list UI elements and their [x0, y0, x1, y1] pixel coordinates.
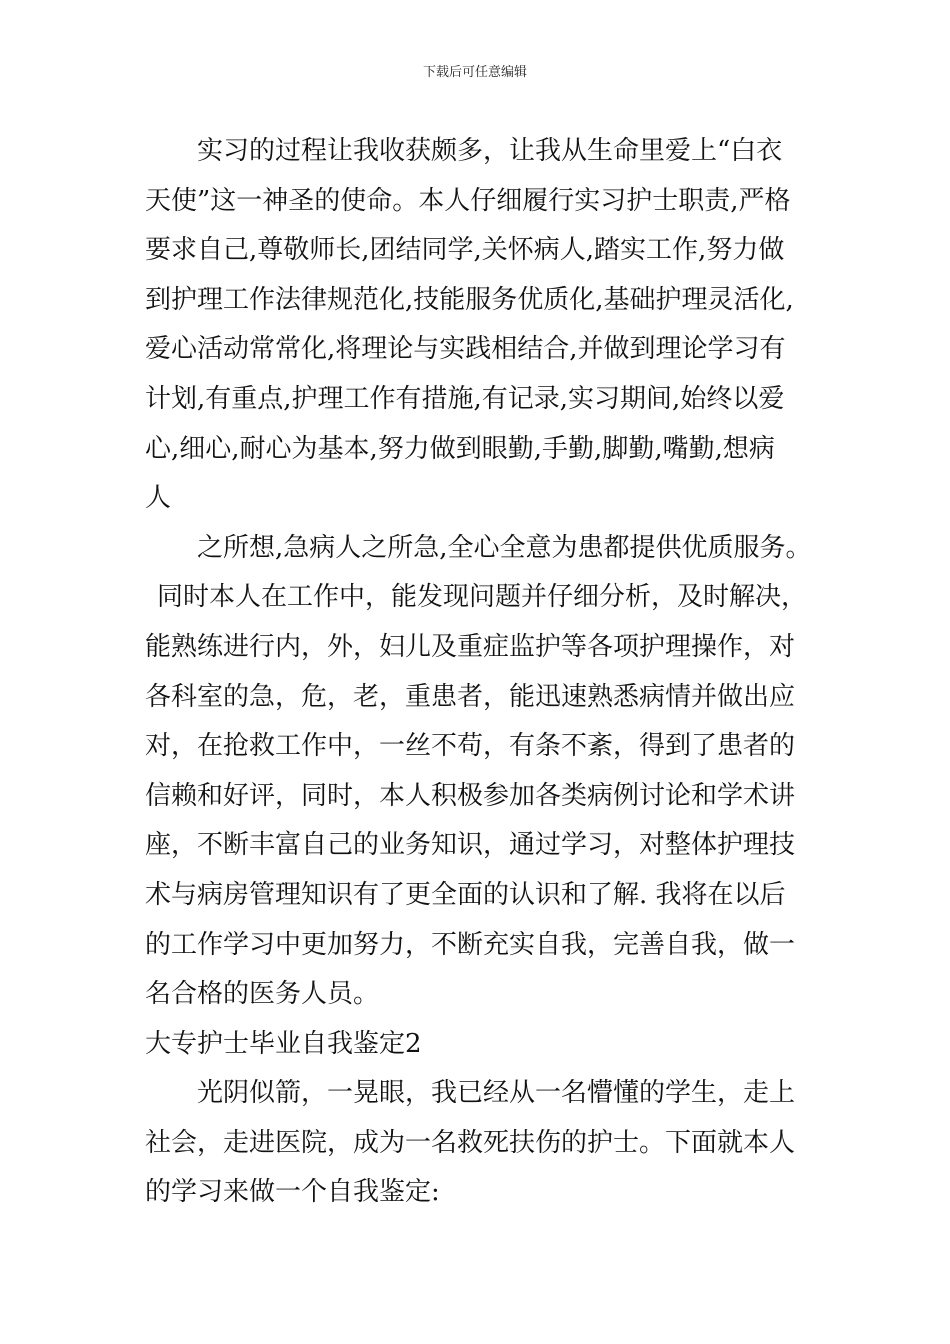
- section-heading: 大专护士毕业自我鉴定2: [145, 1028, 422, 1059]
- paragraph-line: 到护理工作法律规范化,技能服务优质化,基础护理灵活化,: [145, 284, 794, 315]
- paragraph-line: 社会，走进医院，成为一名救死扶伤的护士。下面就本人: [145, 1127, 796, 1158]
- paragraph-line: 各科室的急，危，老，重患者，能迅速熟悉病情并做出应: [145, 681, 796, 712]
- paragraph-line: 术与病房管理知识有了更全面的认识和了解. 我将在以后: [145, 879, 786, 910]
- paragraph-line: 要求自己,尊敬师长,团结同学,关怀病人,踏实工作,努力做: [145, 235, 785, 266]
- paragraph-line: 座，不断丰富自己的业务知识，通过学习，对整体护理技: [145, 830, 796, 861]
- paragraph-line: 实习的过程让我收获颇多，让我从生命里爱上“白衣: [197, 136, 783, 166]
- paragraph-line: 爱心活动常常化,将理论与实践相结合,并做到理论学习有: [145, 334, 786, 365]
- paragraph-line: 同时本人在工作中，能发现问题并仔细分析，及时解决，: [157, 582, 808, 613]
- paragraph-line: 之所想,急病人之所急,全心全意为患都提供优质服务。: [197, 532, 812, 563]
- paragraph-line: 天使”这一神圣的使命。本人仔细履行实习护士职责,严格: [145, 185, 791, 216]
- paragraph-line: 的工作学习中更加努力，不断充实自我，完善自我，做一: [145, 929, 796, 960]
- paragraph-line: 的学习来做一个自我鉴定:: [145, 1177, 440, 1208]
- paragraph-line: 计划,有重点,护理工作有措施,有记录,实习期间,始终以爱: [145, 383, 785, 414]
- page-header-note: 下载后可任意编辑: [422, 65, 527, 80]
- paragraph-line: 人: [145, 483, 172, 514]
- paragraph-line: 能熟练进行内，外，妇儿及重症监护等各项护理操作，对: [145, 631, 796, 662]
- paragraph-line: 光阴似箭，一晃眼，我已经从一名懵懂的学生，走上: [197, 1078, 796, 1109]
- paragraph-line: 心,细心,耐心为基本,努力做到眼勤,手勤,脚勤,嘴勤,想病: [145, 433, 775, 464]
- paragraph-line: 名合格的医务人员。: [145, 979, 380, 1010]
- document-body: [145, 127, 815, 1218]
- paragraph-line: 信赖和好评，同时，本人积极参加各类病例讨论和学术讲: [145, 780, 796, 811]
- paragraph-line: 对，在抢救工作中，一丝不苟，有条不紊，得到了患者的: [145, 731, 796, 762]
